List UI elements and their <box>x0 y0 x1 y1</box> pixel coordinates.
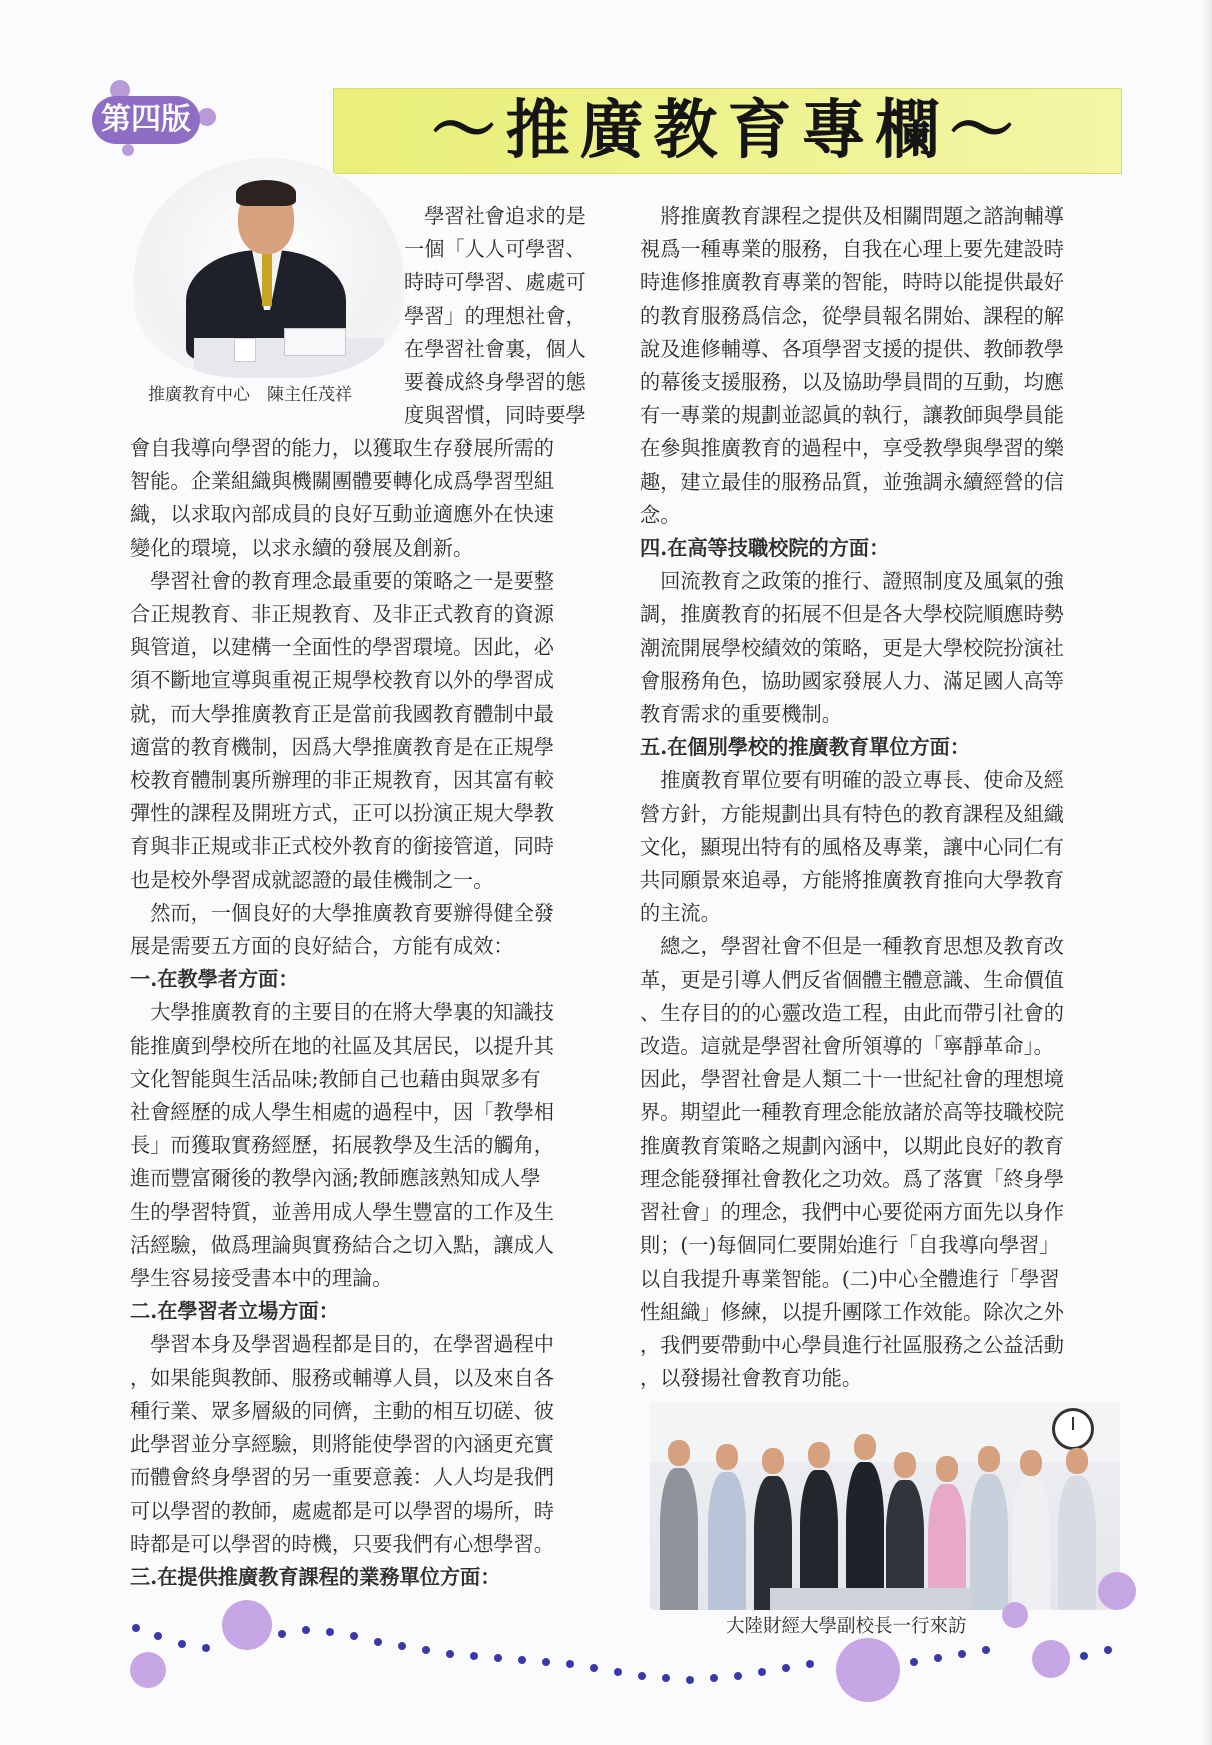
photo-person <box>928 1456 966 1610</box>
wall-clock-icon <box>1052 1408 1094 1450</box>
text-line: 學習社會的教育理念最重要的策略之一是要整 <box>130 568 554 593</box>
decor-dot <box>470 1652 478 1660</box>
person-head <box>1066 1448 1088 1474</box>
portrait-cup <box>234 338 256 362</box>
text-line: 以自我提升專業智能。(二)中心全體進行「學習 <box>640 1266 1060 1291</box>
text-line: 在參與推廣教育的過程中，享受教學與學習的樂 <box>640 436 1064 461</box>
article-left-column <box>130 432 614 1594</box>
photo-table <box>770 1588 970 1610</box>
text-line: 有一專業的規劃並認眞的執行，讓教師與學員能 <box>640 403 1064 428</box>
person-head <box>936 1456 958 1482</box>
text-line: 共同願景來追尋，方能將推廣教育推向大學教育 <box>640 868 1064 893</box>
clock-hand <box>1072 1417 1074 1430</box>
photo-person <box>970 1446 1008 1610</box>
portrait-caption: 推廣教育中心 陳主任茂祥 <box>148 385 352 405</box>
section-heading: 四.在高等技職校院的方面： <box>640 536 890 561</box>
text-line: 就，而大學推廣教育正是當前我國教育體制中最 <box>130 701 554 726</box>
person-body <box>1058 1476 1096 1610</box>
column-title-bar <box>333 88 1122 174</box>
text-line: 調，推廣教育的拓展不但是各大學校院順應時勢 <box>640 602 1064 627</box>
person-head <box>808 1442 830 1468</box>
text-line: 的主流。 <box>640 901 721 926</box>
decor-dot <box>758 1668 766 1676</box>
portrait-name-sign <box>284 328 346 356</box>
decor-dot <box>614 1668 622 1676</box>
text-line: 展是需要五方面的良好結合，方能有成效： <box>130 934 514 959</box>
decor-circle <box>836 1638 900 1702</box>
column-title: ～推廣教育專欄～ <box>431 93 1024 168</box>
decor-dot <box>374 1638 382 1646</box>
person-head <box>1020 1450 1042 1476</box>
text-line: 活經驗，做爲理論與實務結合之切入點，讓成人 <box>130 1232 554 1257</box>
decor-dot <box>494 1654 502 1662</box>
text-line: 而體會終身學習的另一重要意義：人人均是我們 <box>130 1465 554 1490</box>
decor-dot <box>446 1650 454 1658</box>
decor-dot <box>566 1660 574 1668</box>
photo-caption: 大陸財經大學副校長一行來訪 <box>726 1616 967 1637</box>
text-line: 時時可學習、處處可 <box>404 270 586 295</box>
decor-dot <box>202 1644 210 1652</box>
text-line: 適當的教育機制，因爲大學推廣教育是在正規學 <box>130 734 554 759</box>
photo-person <box>800 1442 838 1610</box>
director-portrait-photo <box>134 158 404 378</box>
decor-dot <box>734 1672 742 1680</box>
text-line: 育與非正規或非正式校外教育的銜接管道，同時 <box>130 834 554 859</box>
photo-person <box>660 1440 698 1610</box>
text-line: 也是校外學習成就認證的最佳機制之一。 <box>130 867 494 892</box>
text-line: 時都是可以學習的時機，只要我們有心想學習。 <box>130 1531 554 1556</box>
text-line: 推廣教育單位要有明確的設立專長、使命及經 <box>640 768 1064 793</box>
text-line: 能推廣到學校所在地的社區及其居民，以提升其 <box>130 1033 554 1058</box>
text-line: 的教育服務爲信念，從學員報名開始、課程的解 <box>640 303 1064 328</box>
photo-person <box>1058 1448 1096 1610</box>
text-line: 種行業、眾多層級的同儕，主動的相互切磋、彼 <box>130 1398 554 1423</box>
text-line: 潮流開展學校績效的策略，更是大學校院扮演社 <box>640 635 1064 660</box>
text-line: 智能。企業組織與機關團體要轉化成爲學習型組 <box>130 469 554 494</box>
person-head <box>716 1444 738 1470</box>
decor-dot <box>422 1646 430 1654</box>
decor-circle <box>222 1600 272 1650</box>
decor-circle <box>1098 1572 1136 1610</box>
text-line: 變化的環境，以求永續的發展及創新。 <box>130 535 474 560</box>
text-line: 則；(一)每個同仁要開始進行「自我導向學習」 <box>640 1233 1060 1258</box>
decor-dot <box>302 1626 310 1634</box>
text-line: 習社會」的理念，我們中心要從兩方面先以身作 <box>640 1200 1064 1225</box>
text-line: 會自我導向學習的能力，以獲取生存發展所需的 <box>130 436 554 460</box>
text-line: ，我們要帶動中心學員進行社區服務之公益活動 <box>640 1332 1064 1357</box>
edition-badge-group <box>92 78 222 158</box>
text-line: 改造。這就是學習社會所領導的「寧靜革命」。 <box>640 1034 1054 1059</box>
decor-dot <box>982 1646 990 1654</box>
decor-dot <box>590 1664 598 1672</box>
person-head <box>894 1452 916 1478</box>
text-line: 一個「人人可學習、 <box>404 237 586 262</box>
decor-dot <box>686 1676 694 1684</box>
text-line: 會服務角色，協助國家發展人力、滿足國人高等 <box>640 668 1064 693</box>
decor-dot <box>1080 1652 1088 1660</box>
decor-circle <box>130 1652 166 1688</box>
text-line: 界。期望此一種教育理念能放諸於高等技職校院 <box>640 1100 1064 1125</box>
text-line: 的幕後支援服務，以及協助學員間的互動，均應 <box>640 370 1064 395</box>
text-line: 營方針，方能規劃出具有特色的教育課程及組織 <box>640 801 1064 826</box>
photo-person <box>1012 1450 1050 1610</box>
text-line: 學習本身及學習過程都是目的，在學習過程中 <box>130 1332 554 1357</box>
decor-dot <box>326 1628 334 1636</box>
text-line: 視爲一種專業的服務，自我在心理上要先建設時 <box>640 237 1064 262</box>
decor-dot <box>350 1632 358 1640</box>
section-heading: 三.在提供推廣教育課程的業務單位方面： <box>130 1564 501 1589</box>
section-heading: 五.在個別學校的推廣教育單位方面： <box>640 735 971 760</box>
text-line: 生的學習特質，並善用成人學生豐富的工作及生 <box>130 1199 554 1224</box>
text-line: 學習社會追求的是 <box>404 204 586 228</box>
decor-dot <box>710 1674 718 1682</box>
edition-badge: 第四版 <box>92 96 200 144</box>
text-line: 與管道，以建構一全面性的學習環境。因此，必 <box>130 635 554 660</box>
portrait-hair <box>236 180 296 206</box>
text-line: ，以發揚社會教育功能。 <box>640 1366 863 1391</box>
decor-dot <box>398 1642 406 1650</box>
text-line: 須不斷地宣導與重視正規學校教育以外的學習成 <box>130 668 554 693</box>
photo-person <box>754 1448 792 1610</box>
text-line: 校教育體制裏所辦理的非正規教育，因其富有較 <box>130 768 554 793</box>
decor-dot <box>178 1640 186 1648</box>
photo-person <box>708 1444 746 1610</box>
article-right-column <box>640 200 1120 1395</box>
text-line: 在學習社會裏，個人 <box>404 336 586 361</box>
text-line: 合正規教育、非正規教育、及非正式教育的資源 <box>130 602 554 627</box>
decor-dot <box>910 1658 918 1666</box>
text-line: 因此，學習社會是人類二十一世紀社會的理想境 <box>640 1067 1064 1092</box>
decor-dot <box>542 1658 550 1666</box>
text-line: 學生容易接受書本中的理論。 <box>130 1266 393 1291</box>
article-intro-inset <box>404 200 614 432</box>
badge-dot-bottom <box>122 144 134 156</box>
person-body <box>970 1474 1008 1610</box>
section-heading: 一.在教學者方面： <box>130 967 299 992</box>
text-line: ，如果能與教師、服務或輔導人員，以及來自各 <box>130 1365 554 1390</box>
decor-dot <box>958 1650 966 1658</box>
person-head <box>854 1434 876 1460</box>
decor-dot <box>518 1656 526 1664</box>
decor-dot <box>934 1654 942 1662</box>
text-line: 然而，一個良好的大學推廣教育要辦得健全發 <box>130 900 554 925</box>
text-line: 文化智能與生活品味;教師自己也藉由與眾多有 <box>130 1066 541 1091</box>
person-head <box>668 1440 690 1466</box>
person-head <box>762 1448 784 1474</box>
person-body <box>660 1468 698 1610</box>
decor-dot <box>132 1624 140 1632</box>
text-line: 革，更是引導人們反省個體主體意識、生命價值 <box>640 967 1064 992</box>
text-line: 總之，學習社會不但是一種教育思想及教育改 <box>640 934 1064 959</box>
section-heading: 二.在學習者立場方面： <box>130 1299 339 1324</box>
text-line: 將推廣教育課程之提供及相關問題之諮詢輔導 <box>640 204 1064 228</box>
person-body <box>708 1472 746 1610</box>
text-line: 進而豐富爾後的教學內涵;教師應該熟知成人學 <box>130 1166 541 1191</box>
text-line: 學習」的理想社會， <box>404 303 586 328</box>
photo-person <box>886 1452 924 1610</box>
portrait-tie <box>262 254 272 306</box>
text-line: 長」而獲取實務經歷，拓展教學及生活的觸角， <box>130 1133 554 1158</box>
decor-dot <box>638 1672 646 1680</box>
text-line: 回流教育之政策的推行、證照制度及風氣的強 <box>640 569 1064 594</box>
decor-dot <box>278 1630 286 1638</box>
decor-dot <box>154 1632 162 1640</box>
text-line: 文化，顯現出特有的風格及專業，讓中心同仁有 <box>640 834 1064 859</box>
person-body <box>1012 1478 1050 1610</box>
text-line: 要養成終身學習的態 <box>404 370 586 395</box>
text-line: 念。 <box>640 502 681 527</box>
badge-dot-right <box>198 108 216 126</box>
page-edge-shadow <box>1202 0 1212 1745</box>
text-line: 教育需求的重要機制。 <box>640 702 842 727</box>
text-line: 此學習並分享經驗，則將能使學習的內涵更充實 <box>130 1432 554 1457</box>
decor-dot <box>662 1674 670 1682</box>
text-line: 理念能發揮社會教化之功效。爲了落實「終身學 <box>640 1166 1064 1191</box>
text-line: 彈性的課程及開班方式，正可以扮演正規大學教 <box>130 801 554 826</box>
text-line: 度與習慣，同時要學 <box>404 403 586 428</box>
photo-person <box>846 1434 884 1610</box>
text-line: 性組織」修練，以提升團隊工作效能。除次之外 <box>640 1299 1064 1324</box>
decor-dot <box>782 1664 790 1672</box>
text-line: 時進修推廣教育專業的智能，時時以能提供最好 <box>640 270 1064 295</box>
person-head <box>978 1446 1000 1472</box>
decor-circle <box>1032 1640 1070 1678</box>
decor-circle <box>1002 1602 1028 1628</box>
text-line: 說及進修輔導、各項學習支援的提供、教師教學 <box>640 336 1064 361</box>
group-visit-photo <box>650 1402 1120 1610</box>
text-line: 社會經歷的成人學生相處的過程中，因「教學相 <box>130 1100 554 1125</box>
text-line: 、生存目的的心靈改造工程，由此而帶引社會的 <box>640 1000 1064 1025</box>
text-line: 趣，建立最佳的服務品質，並強調永續經營的信 <box>640 469 1064 494</box>
text-line: 可以學習的教師，處處都是可以學習的場所，時 <box>130 1498 554 1523</box>
decor-dot <box>1104 1646 1112 1654</box>
text-line: 織，以求取內部成員的良好互動並適應外在快速 <box>130 502 554 527</box>
decor-dot <box>806 1660 814 1668</box>
text-line: 大學推廣教育的主要目的在將大學裏的知識技 <box>130 1000 554 1025</box>
text-line: 推廣教育策略之規劃內涵中，以期此良好的教育 <box>640 1133 1064 1158</box>
